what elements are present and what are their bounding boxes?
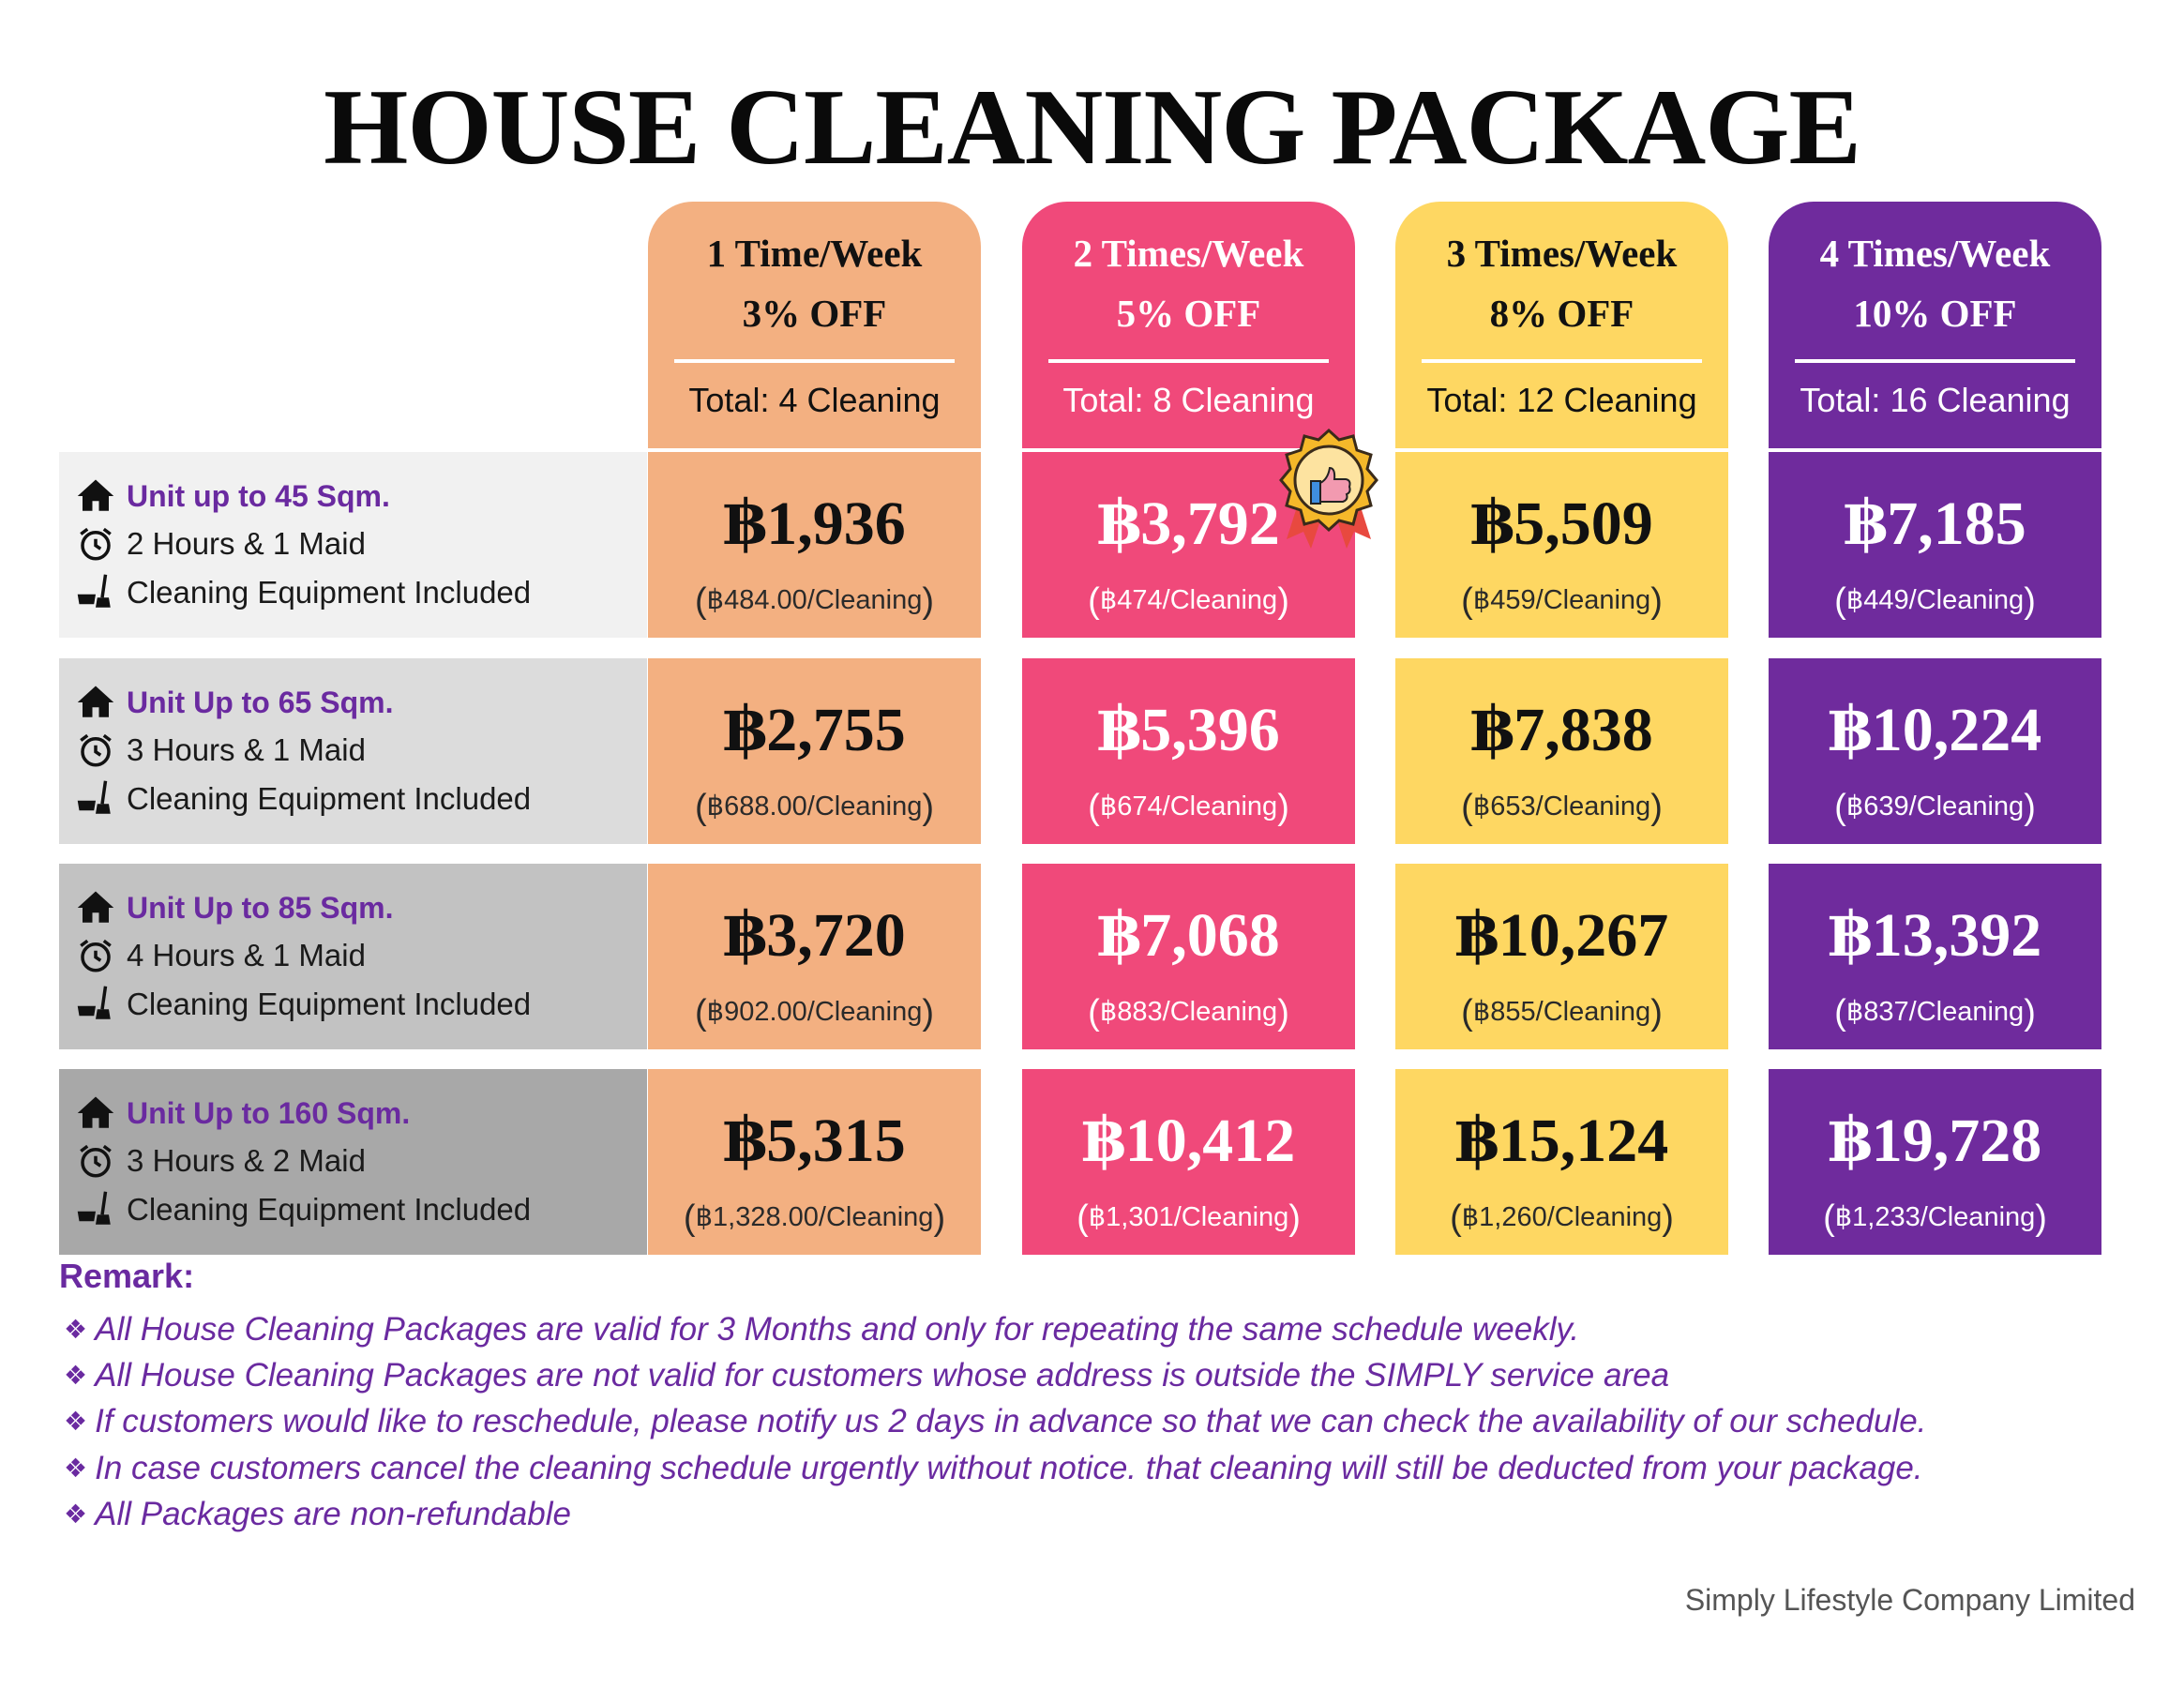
equipment-note: Cleaning Equipment Included: [127, 781, 532, 816]
hours-maids: 4 Hours & 1 Maid: [127, 938, 366, 972]
cleaning-tools-icon: [76, 573, 115, 612]
unit-size: Unit Up to 160 Sqm.: [127, 1095, 411, 1130]
price-cell: ฿13,392 (฿837/Cleaning): [1769, 864, 2101, 1049]
package-price: ฿7,068: [1097, 901, 1280, 970]
price-cell: ฿1,936 (฿484.00/Cleaning): [648, 452, 981, 638]
price-cell: ฿19,728 (฿1,233/Cleaning): [1769, 1069, 2101, 1255]
alarm-clock-icon: [76, 936, 115, 975]
price-cell: ฿5,396 (฿674/Cleaning): [1022, 658, 1355, 844]
column-divider: [1422, 359, 1702, 363]
package-price: ฿7,185: [1844, 490, 2026, 558]
package-price: ฿3,720: [723, 901, 906, 970]
home-icon: [76, 888, 115, 927]
equipment-note: Cleaning Equipment Included: [127, 575, 532, 610]
column-header-4-times: [1769, 202, 2101, 448]
price-cell: ฿5,315 (฿1,328.00/Cleaning): [648, 1069, 981, 1255]
unit-size: Unit Up to 65 Sqm.: [127, 685, 394, 719]
diamond-bullet-icon: ❖: [64, 1315, 88, 1344]
column-divider: [674, 359, 955, 363]
per-cleaning-price: ฿449/Cleaning: [1845, 585, 2025, 615]
per-cleaning-price: ฿902.00/Cleaning: [706, 997, 923, 1027]
cleaning-tools-icon: [76, 1190, 115, 1229]
per-cleaning-price: ฿688.00/Cleaning: [706, 791, 923, 821]
package-price: ฿13,392: [1828, 901, 2042, 970]
price-cell: ฿2,755 (฿688.00/Cleaning): [648, 658, 981, 844]
column-total: Total: 8 Cleaning: [1062, 381, 1315, 419]
diamond-bullet-icon: ❖: [64, 1361, 88, 1390]
home-icon: [76, 683, 115, 722]
price-cell: ฿5,509 (฿459/Cleaning): [1395, 452, 1728, 638]
column-frequency: 2 Times/Week: [1073, 232, 1304, 275]
package-price: ฿19,728: [1828, 1107, 2042, 1175]
price-cell: ฿10,267 (฿855/Cleaning): [1395, 864, 1728, 1049]
row-label-45-sqm: [59, 452, 647, 638]
package-price: ฿5,509: [1470, 490, 1653, 558]
per-cleaning-price: ฿653/Cleaning: [1472, 791, 1651, 821]
hours-maids: 3 Hours & 2 Maid: [127, 1143, 366, 1178]
package-price: ฿5,315: [723, 1107, 906, 1175]
column-total: Total: 16 Cleaning: [1800, 381, 2071, 419]
per-cleaning-price: ฿1,301/Cleaning: [1088, 1202, 1289, 1232]
per-cleaning-price: ฿837/Cleaning: [1845, 997, 2025, 1027]
column-header-2-times: [1022, 202, 1355, 448]
row-label-160-sqm: [59, 1069, 647, 1255]
package-price: ฿7,838: [1470, 696, 1653, 764]
column-discount: 3% OFF: [742, 292, 887, 335]
alarm-clock-icon: [76, 1141, 115, 1181]
column-discount: 8% OFF: [1489, 292, 1634, 335]
remark-item: ❖ If customers would like to reschedule, please notify us 2 days in advance so that we can check the availability of our schedule.: [64, 1403, 1927, 1439]
per-cleaning-price: ฿474/Cleaning: [1099, 585, 1278, 615]
price-cell: ฿7,838 (฿653/Cleaning): [1395, 658, 1728, 844]
hours-maids: 2 Hours & 1 Maid: [127, 526, 366, 561]
remark-item: ❖ All Packages are non-refundable: [64, 1496, 571, 1532]
unit-size: Unit up to 45 Sqm.: [127, 478, 390, 513]
diamond-bullet-icon: ❖: [64, 1500, 88, 1529]
column-frequency: 4 Times/Week: [1819, 232, 2051, 275]
column-total: Total: 4 Cleaning: [688, 381, 941, 419]
column-discount: 10% OFF: [1853, 292, 2017, 335]
column-divider: [1048, 359, 1329, 363]
package-price: ฿5,396: [1097, 696, 1280, 764]
package-price: ฿15,124: [1454, 1107, 1669, 1175]
recommended-badge-icon: [1273, 427, 1384, 550]
per-cleaning-price: ฿674/Cleaning: [1099, 791, 1278, 821]
price-cell: ฿7,068 (฿883/Cleaning): [1022, 864, 1355, 1049]
per-cleaning-price: ฿1,233/Cleaning: [1834, 1202, 2036, 1232]
per-cleaning-price: ฿1,260/Cleaning: [1461, 1202, 1663, 1232]
alarm-clock-icon: [76, 731, 115, 770]
price-cell: ฿7,185 (฿449/Cleaning): [1769, 452, 2101, 638]
column-frequency: 3 Times/Week: [1446, 232, 1678, 275]
diamond-bullet-icon: ❖: [64, 1407, 88, 1436]
hours-maids: 3 Hours & 1 Maid: [127, 732, 366, 767]
per-cleaning-price: ฿1,328.00/Cleaning: [695, 1202, 934, 1232]
per-cleaning-price: ฿459/Cleaning: [1472, 585, 1651, 615]
equipment-note: Cleaning Equipment Included: [127, 987, 532, 1021]
package-price: ฿2,755: [723, 696, 906, 764]
row-label-65-sqm: [59, 658, 647, 844]
price-cell: ฿10,412 (฿1,301/Cleaning): [1022, 1069, 1355, 1255]
per-cleaning-price: ฿855/Cleaning: [1472, 997, 1651, 1027]
price-cell: ฿10,224 (฿639/Cleaning): [1769, 658, 2101, 844]
price-cell: ฿3,720 (฿902.00/Cleaning): [648, 864, 981, 1049]
remark-item: ❖ All House Cleaning Packages are valid for 3 Months and only for repeating the same schedule weekly.: [64, 1311, 1580, 1348]
equipment-note: Cleaning Equipment Included: [127, 1192, 532, 1227]
row-label-85-sqm: [59, 864, 647, 1049]
package-price: ฿10,412: [1081, 1107, 1296, 1175]
column-header-3-times: [1395, 202, 1728, 448]
price-cell: ฿3,792 (฿474/Cleaning): [1022, 452, 1355, 638]
column-frequency: 1 Time/Week: [706, 232, 923, 275]
column-divider: [1795, 359, 2075, 363]
remark-title: Remark:: [59, 1257, 195, 1295]
cleaning-tools-icon: [76, 985, 115, 1024]
price-cell: ฿15,124 (฿1,260/Cleaning): [1395, 1069, 1728, 1255]
package-price: ฿3,792: [1097, 490, 1280, 558]
page-title: HOUSE CLEANING PACKAGE: [324, 68, 1860, 188]
package-price: ฿10,267: [1454, 901, 1669, 970]
remark-item: ❖ In case customers cancel the cleaning schedule urgently without notice. that cleaning will still be deducted from your package.: [64, 1450, 1923, 1486]
cleaning-tools-icon: [76, 779, 115, 819]
per-cleaning-price: ฿484.00/Cleaning: [706, 585, 923, 615]
package-price: ฿1,936: [723, 490, 906, 558]
per-cleaning-price: ฿639/Cleaning: [1845, 791, 2025, 821]
remark-item: ❖ All House Cleaning Packages are not valid for customers whose address is outside the SIMPLY service area: [64, 1357, 1670, 1394]
per-cleaning-price: ฿883/Cleaning: [1099, 997, 1278, 1027]
diamond-bullet-icon: ❖: [64, 1454, 88, 1483]
home-icon: [76, 476, 115, 516]
column-header-1-time: [648, 202, 981, 448]
column-total: Total: 12 Cleaning: [1426, 381, 1697, 419]
unit-size: Unit Up to 85 Sqm.: [127, 890, 394, 925]
alarm-clock-icon: [76, 524, 115, 564]
home-icon: [76, 1093, 115, 1133]
package-price: ฿10,224: [1828, 696, 2042, 764]
company-footer: Simply Lifestyle Company Limited: [1684, 1583, 2135, 1617]
column-discount: 5% OFF: [1116, 292, 1261, 335]
